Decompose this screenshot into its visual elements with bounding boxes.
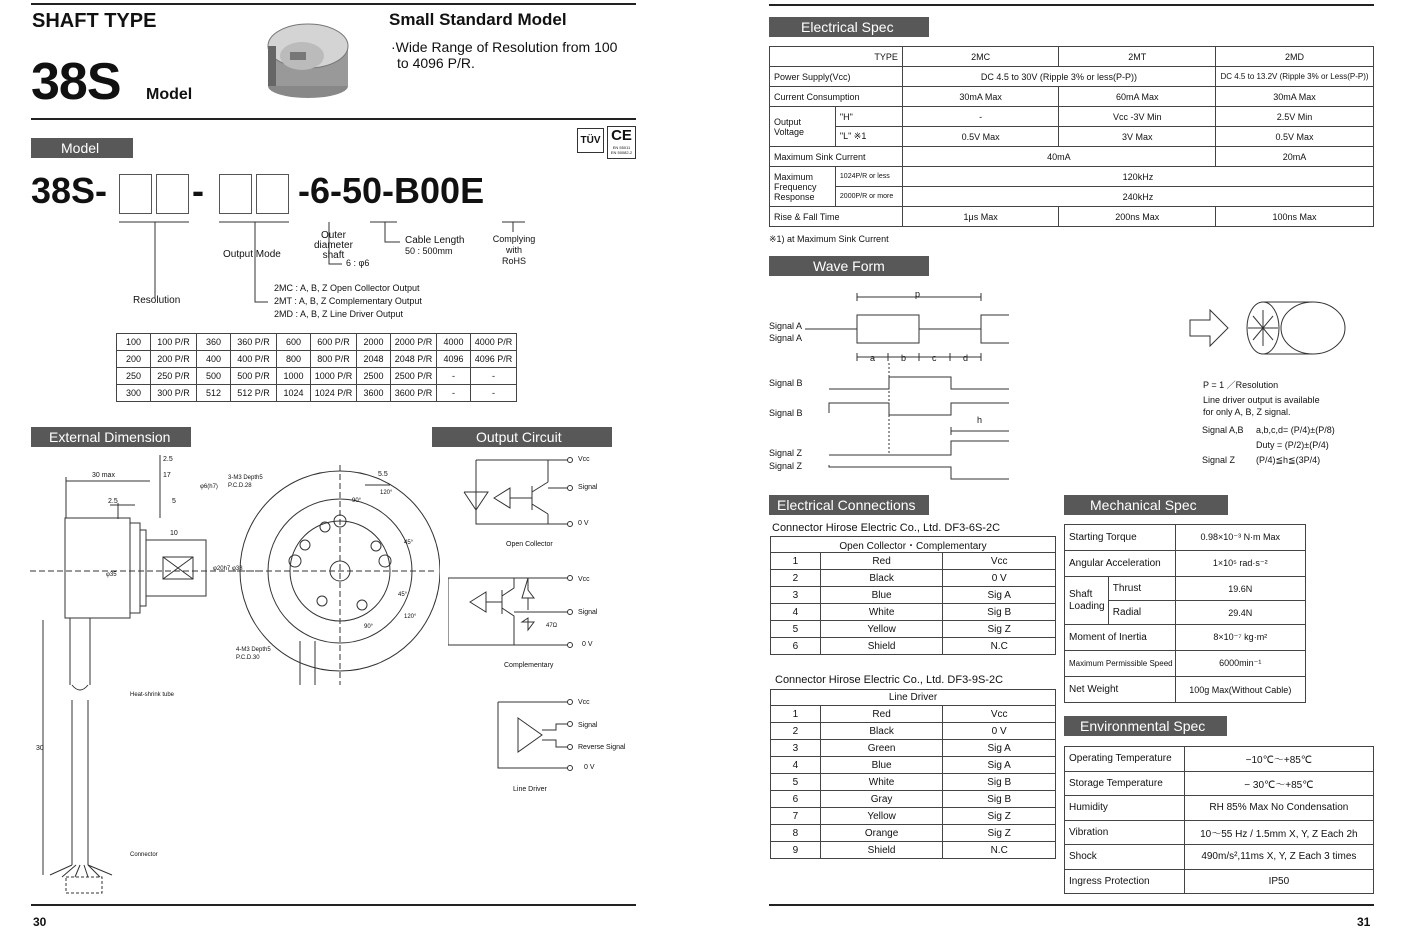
page-number-left: 30 [33,915,47,929]
pin-number: 7 [771,808,821,825]
table-row [771,774,1056,791]
wire-color: Orange [820,825,943,842]
wire-color: Black [820,570,943,587]
environmental-spec-table [1064,746,1374,894]
m3-depth5-pcd28 [228,474,263,490]
es-1024-val: 120kHz [902,167,1373,187]
wf-note-3: for only A, B, Z signal. [1203,407,1291,417]
wf-c: c [932,353,937,363]
wf-signal-z: Signal Z [769,448,803,458]
subtitle: Small Standard Model [389,10,567,29]
res-cell: 3600 [357,385,391,402]
res-cell: 250 P/R [151,368,197,385]
dim-angle-90: 90° [352,498,362,504]
dim-phi35: φ35 [106,572,117,578]
m3-label-1: 3-M3 Depth5 [228,475,263,481]
pin-number: 2 [771,570,821,587]
es-h-md: 2.5V Min [1216,107,1374,127]
es-max-sink: Maximum Sink Current [770,147,903,167]
connections-table-1 [770,536,1056,655]
table-row [1065,845,1374,870]
complementary-label: Complementary [504,662,554,669]
ec-t2-title: Line Driver [771,690,1056,706]
wire-color: Shield [820,842,943,859]
pin-number: 6 [771,638,821,655]
es-ps-mc-mt: DC 4.5 to 30V (Ripple 3% or less(P-P)) [902,67,1215,87]
code-dash: - [192,170,204,211]
dim-phi20: φ20h7 [213,566,231,572]
res-cell: 300 [117,385,151,402]
output-circuit-header: Output Circuit [432,427,612,447]
wire-color: Shield [820,638,943,655]
wire-color: Green [820,740,943,757]
res-cell: 2500 P/R [391,368,437,385]
wire-color: Yellow [820,808,943,825]
wf-b: b [901,353,907,363]
external-dimension-header: External Dimension [31,427,191,447]
feature-line-2: to 4096 P/R. [397,55,475,71]
pin-number: 4 [771,604,821,621]
outer-label-4: 6 : φ6 [346,258,370,268]
es-msc-mc-mt: 40mA [902,147,1215,167]
es-rf-mc: 1μs Max [902,207,1059,227]
res-cell: 4000 P/R [471,334,517,351]
ms-mps-val: 6000min⁻¹ [1175,651,1305,677]
ms-thrust: Thrust [1108,577,1175,601]
ms-angular-accel: Angular Acceleration [1065,551,1176,577]
mechanical-spec-header: Mechanical Spec [1064,495,1228,515]
env-param: Shock [1065,845,1185,870]
rohs-label [490,234,538,267]
signal-name: Sig A [943,757,1056,774]
res-cell: - [471,368,517,385]
signal-name: Sig A [943,587,1056,604]
wf-h: h [977,415,983,425]
res-cell: 2500 [357,368,391,385]
env-param: Operating Temperature [1065,747,1185,772]
es-ov-1: Output [774,116,802,127]
connector-1: Connector Hirose Electric Co., Ltd. DF3-6S-2C [772,522,1001,534]
table-row [771,587,1056,604]
heat-shrink-label: Heat-shrink tube [130,692,175,698]
env-value: −10℃〜+85℃ [1184,747,1373,772]
table-row [1065,796,1374,821]
ld-signal: Signal [578,722,598,729]
dim-phi38: φ38 [232,566,243,572]
res-cell: 1000 P/R [311,368,357,385]
res-cell: 360 [197,334,231,351]
wire-color: White [820,774,943,791]
pin-number: 9 [771,842,821,859]
ms-radial-val: 29.4N [1175,601,1305,625]
env-param: Ingress Protection [1065,869,1185,894]
output-2md: 2MD : A, B, Z Line Driver Output [274,309,404,319]
wf-p: p [915,289,921,299]
dim-5-5: 5.5 [378,471,388,478]
m3-label-2: 4-M3 Depth5 [236,647,271,653]
rohs-label-2: with [505,245,522,255]
electrical-spec-header: Electrical Spec [769,17,929,37]
signal-name: N.C [943,638,1056,655]
electrical-connections-header: Electrical Connections [769,495,929,515]
wave-form-header: Wave Form [769,256,929,276]
es-mfr-2: Frequency [774,181,817,192]
ms-moi-val: 8×10⁻⁷ kg·m² [1175,625,1305,651]
env-value: 490m/s²,11ms X, Y, Z Each 3 times [1184,845,1373,870]
ms-radial: Radial [1108,601,1175,625]
es-l: "L" ※1 [835,127,902,147]
wire-color: Blue [820,587,943,604]
ce-sub2: EN 50082-2 [610,150,633,155]
es-1024: 1024P/R or less [835,167,902,187]
wf-abcd: a,b,c,d= (P/4)±(P/8) [1256,425,1335,435]
es-rf-mt: 200ns Max [1059,207,1216,227]
table-row [1065,747,1374,772]
wf-signal-a-bar: Signal A [769,333,803,343]
page-number-right: 31 [1357,915,1371,929]
wf-z-label: Signal Z [1202,455,1236,465]
es-max-freq [770,167,836,207]
ms-sl-2: Loading [1069,600,1105,612]
signal-name: Sig Z [943,808,1056,825]
dim-30: 30 [36,745,44,752]
signal-name: Vcc [943,553,1056,570]
es-note: ※1) at Maximum Sink Current [769,234,889,244]
es-2md: 2MD [1216,47,1374,67]
connector-label: Connector [130,852,158,858]
ms-aa-val: 1×10⁵ rad·s⁻² [1175,551,1305,577]
cable-length-value: 50 : 500mm [405,246,453,256]
res-cell: 360 P/R [231,334,277,351]
ld-vcc: Vcc [578,699,590,706]
res-cell: - [437,385,471,402]
pin-number: 3 [771,740,821,757]
resolution-label: Resolution [133,295,181,306]
res-cell: 1024 P/R [311,385,357,402]
model-header: Model [31,138,133,158]
output-2mt: 2MT : A, B, Z Complementary Output [274,296,422,306]
code-suffix: -6-50-B00E [298,170,485,211]
es-ps-md: DC 4.5 to 13.2V (Ripple 3% or Less(P-P)) [1216,67,1374,87]
dim-phi6: φ6(h7) [200,484,218,490]
res-cell: 2048 P/R [391,351,437,368]
es-l-mt: 3V Max [1059,127,1216,147]
es-l-md: 0.5V Max [1216,127,1374,147]
res-cell: 3600 P/R [391,385,437,402]
wire-color: White [820,604,943,621]
signal-name: Sig A [943,740,1056,757]
cp-resistor: 47Ω [546,623,558,629]
wf-signal-z-bar: Signal Z [769,461,803,471]
es-type: TYPE [770,47,903,67]
pin-number: 4 [771,757,821,774]
model-code-leader-lines [0,0,640,330]
env-value: − 30℃〜+85℃ [1184,771,1373,796]
signal-name: 0 V [943,723,1056,740]
dim-30max: 30 max [92,472,115,479]
es-rise-fall: Rise & Fall Time [770,207,903,227]
table-row [117,334,517,351]
res-cell: 512 P/R [231,385,277,402]
res-cell: 4000 [437,334,471,351]
env-value: RH 85% Max No Condensation [1184,796,1373,821]
wire-color: Red [820,553,943,570]
outer-diameter-label [314,231,353,261]
table-row [771,825,1056,842]
table-row [117,368,517,385]
es-cc-mt: 60mA Max [1059,87,1216,107]
outer-label-2: diameter [314,240,353,251]
table-row [117,351,517,368]
outer-label-3: shaft [322,250,345,261]
dim-2-5: 2.5 [108,498,118,505]
pin-number: 3 [771,587,821,604]
table-row [771,757,1056,774]
ms-sl-1: Shaft [1069,588,1093,600]
signal-name: Sig Z [943,621,1056,638]
signal-name: Sig B [943,604,1056,621]
res-cell: 800 P/R [311,351,357,368]
cp-vcc: Vcc [578,576,590,583]
res-cell: 2000 [357,334,391,351]
env-value: 10〜55 Hz / 1.5mm X, Y, Z Each 2h [1184,820,1373,845]
res-cell: 500 P/R [231,368,277,385]
es-l-mc: 0.5V Max [902,127,1059,147]
es-2mc: 2MC [902,47,1059,67]
pin-number: 5 [771,621,821,638]
res-cell: 500 [197,368,231,385]
wf-signal-a: Signal A [769,321,803,331]
cp-signal: Signal [578,609,598,616]
table-row [771,808,1056,825]
res-cell: - [471,385,517,402]
pin-number: 1 [771,706,821,723]
res-cell: 2000 P/R [391,334,437,351]
rotation-arrow-encoder [1188,296,1353,376]
es-rf-md: 100ns Max [1216,207,1374,227]
pin-number: 1 [771,553,821,570]
model-word: Model [146,86,193,103]
oc-vcc: Vcc [578,456,590,463]
ms-thrust-val: 19.6N [1175,577,1305,601]
ld-0v: 0 V [584,764,595,771]
signal-name: Sig Z [943,825,1056,842]
wire-color: Black [820,723,943,740]
signal-name: Sig B [943,791,1056,808]
table-row [771,553,1056,570]
res-cell: 100 [117,334,151,351]
ld-reverse-signal: Reverse Signal [578,744,626,751]
table-row [117,385,517,402]
res-cell: 1000 [277,368,311,385]
output-circuit-drawing [448,450,638,790]
wf-signal-b-bar: Signal B [769,408,803,418]
es-cc-md: 30mA Max [1216,87,1374,107]
res-cell: 400 [197,351,231,368]
dim-angle-45-lower: 45° [398,592,408,598]
environmental-spec-header: Environmental Spec [1064,716,1227,736]
connections-table-2 [770,689,1056,859]
es-mfr-1: Maximum [774,171,814,182]
wf-note-1: P = 1 ／Resolution [1203,380,1279,390]
table-row [1065,771,1374,796]
tuv-cert: TÜV [577,128,604,153]
pin-number: 6 [771,791,821,808]
es-h: "H" [835,107,902,127]
dim-angle-120-top: 120° [380,490,393,496]
es-output-voltage [770,107,836,147]
dim-10: 10 [170,530,178,537]
table-row [771,723,1056,740]
mechanical-spec-table [1064,524,1306,703]
es-power-supply: Power Supply(Vcc) [770,67,903,87]
ce-mark: CE [611,127,632,144]
dim-17: 17 [163,472,171,479]
signal-name: Sig B [943,774,1056,791]
signal-name: Vcc [943,706,1056,723]
open-collector-label: Open Collector [506,541,553,548]
outer-label-1: Outer [320,230,346,241]
wire-color: Yellow [820,621,943,638]
output-mode-label: Output Mode [223,249,281,260]
res-cell: 4096 [437,351,471,368]
wave-form-diagram [769,285,1009,485]
oc-0v: 0 V [578,520,589,527]
res-cell: 512 [197,385,231,402]
feature-line-1: ·Wide Range of Resolution from 100 [391,39,618,55]
table-row [1065,820,1374,845]
es-msc-md: 20mA [1216,147,1374,167]
wire-color: Red [820,706,943,723]
wf-a: a [870,353,876,363]
pin-number: 2 [771,723,821,740]
wf-duty: Duty = (P/2)±(P/4) [1256,440,1329,450]
dim-angle-120-bottom: 120° [404,614,417,620]
table-row [771,604,1056,621]
electrical-spec-table [769,46,1374,227]
cable-length-label: Cable Length [405,235,465,246]
ms-starting-torque: Starting Torque [1065,525,1176,551]
env-param: Vibration [1065,820,1185,845]
signal-name: 0 V [943,570,1056,587]
rohs-label-1: Complying [492,234,536,244]
resolution-table [116,333,517,402]
signal-name: N.C [943,842,1056,859]
es-ov-2: Voltage [774,126,805,137]
oc-signal: Signal [578,484,598,491]
res-cell: 600 P/R [311,334,357,351]
es-cc-mc: 30mA Max [902,87,1059,107]
table-row [771,842,1056,859]
es-h-mt: Vcc -3V Min [1059,107,1216,127]
wire-color: Gray [820,791,943,808]
external-dimension-drawing [0,445,440,905]
ec-t1-title: Open Collector・Complementary [771,537,1056,553]
es-2000-val: 240kHz [902,187,1373,207]
model-number: 38S [31,53,121,111]
res-cell: 2048 [357,351,391,368]
wf-note-2: Line driver output is available [1203,395,1320,405]
ms-st-val: 0.98×10⁻³ N·m Max [1175,525,1305,551]
wf-abcd-label: Signal A,B [1202,425,1244,435]
env-value: IP50 [1184,869,1373,894]
ms-nw-val: 100g Max(Without Cable) [1175,677,1305,703]
dim-5: 5 [172,498,176,505]
res-cell: 200 P/R [151,351,197,368]
res-cell: 250 [117,368,151,385]
output-2mc: 2MC : A, B, Z Open Collector Output [274,283,420,293]
res-cell: - [437,368,471,385]
wf-z: (P/4)≦h≦(3P/4) [1256,455,1321,465]
res-cell: 600 [277,334,311,351]
m3-depth5-pcd30 [236,646,271,662]
res-cell: 800 [277,351,311,368]
es-2mt: 2MT [1059,47,1216,67]
res-cell: 4096 P/R [471,351,517,368]
dim-angle-45-upper: 45° [404,540,414,546]
pcd30-label: P.C.D.30 [236,655,260,661]
code-prefix: 38S- [31,170,108,211]
cp-0v: 0 V [582,641,593,648]
pin-number: 5 [771,774,821,791]
table-row [771,638,1056,655]
es-mfr-3: Response [774,191,815,202]
res-cell: 100 P/R [151,334,197,351]
table-row [771,621,1056,638]
pcd28-label: P.C.D.28 [228,483,252,489]
table-row [771,740,1056,757]
connector-2: Connector Hirose Electric Co., Ltd. DF3-9S-2C [775,674,1004,686]
wf-d: d [963,353,969,363]
res-cell: 200 [117,351,151,368]
dim-2-5-top: 2.5 [163,456,173,463]
shaft-type-title: SHAFT TYPE [32,10,157,32]
ms-shaft-loading [1065,577,1109,625]
ce-sub1: EN 55011 [612,145,631,150]
wire-color: Blue [820,757,943,774]
es-current: Current Consumption [770,87,903,107]
res-cell: 300 P/R [151,385,197,402]
ms-max-speed: Maximum Permissible Speed [1065,651,1176,677]
line-driver-label: Line Driver [513,786,547,793]
table-row [1065,869,1374,894]
es-2000: 2000P/R or more [835,187,902,207]
dim-angle-90-bottom: 90° [364,624,374,630]
wf-signal-b: Signal B [769,378,803,388]
table-row [771,570,1056,587]
env-param: Storage Temperature [1065,771,1185,796]
rohs-label-3: RoHS [501,256,526,266]
table-row [771,791,1056,808]
es-h-mc: - [902,107,1059,127]
ms-moment-inertia: Moment of Inertia [1065,625,1176,651]
env-param: Humidity [1065,796,1185,821]
ms-net-weight: Net Weight [1065,677,1176,703]
pin-number: 8 [771,825,821,842]
res-cell: 1024 [277,385,311,402]
res-cell: 400 P/R [231,351,277,368]
table-row [771,706,1056,723]
